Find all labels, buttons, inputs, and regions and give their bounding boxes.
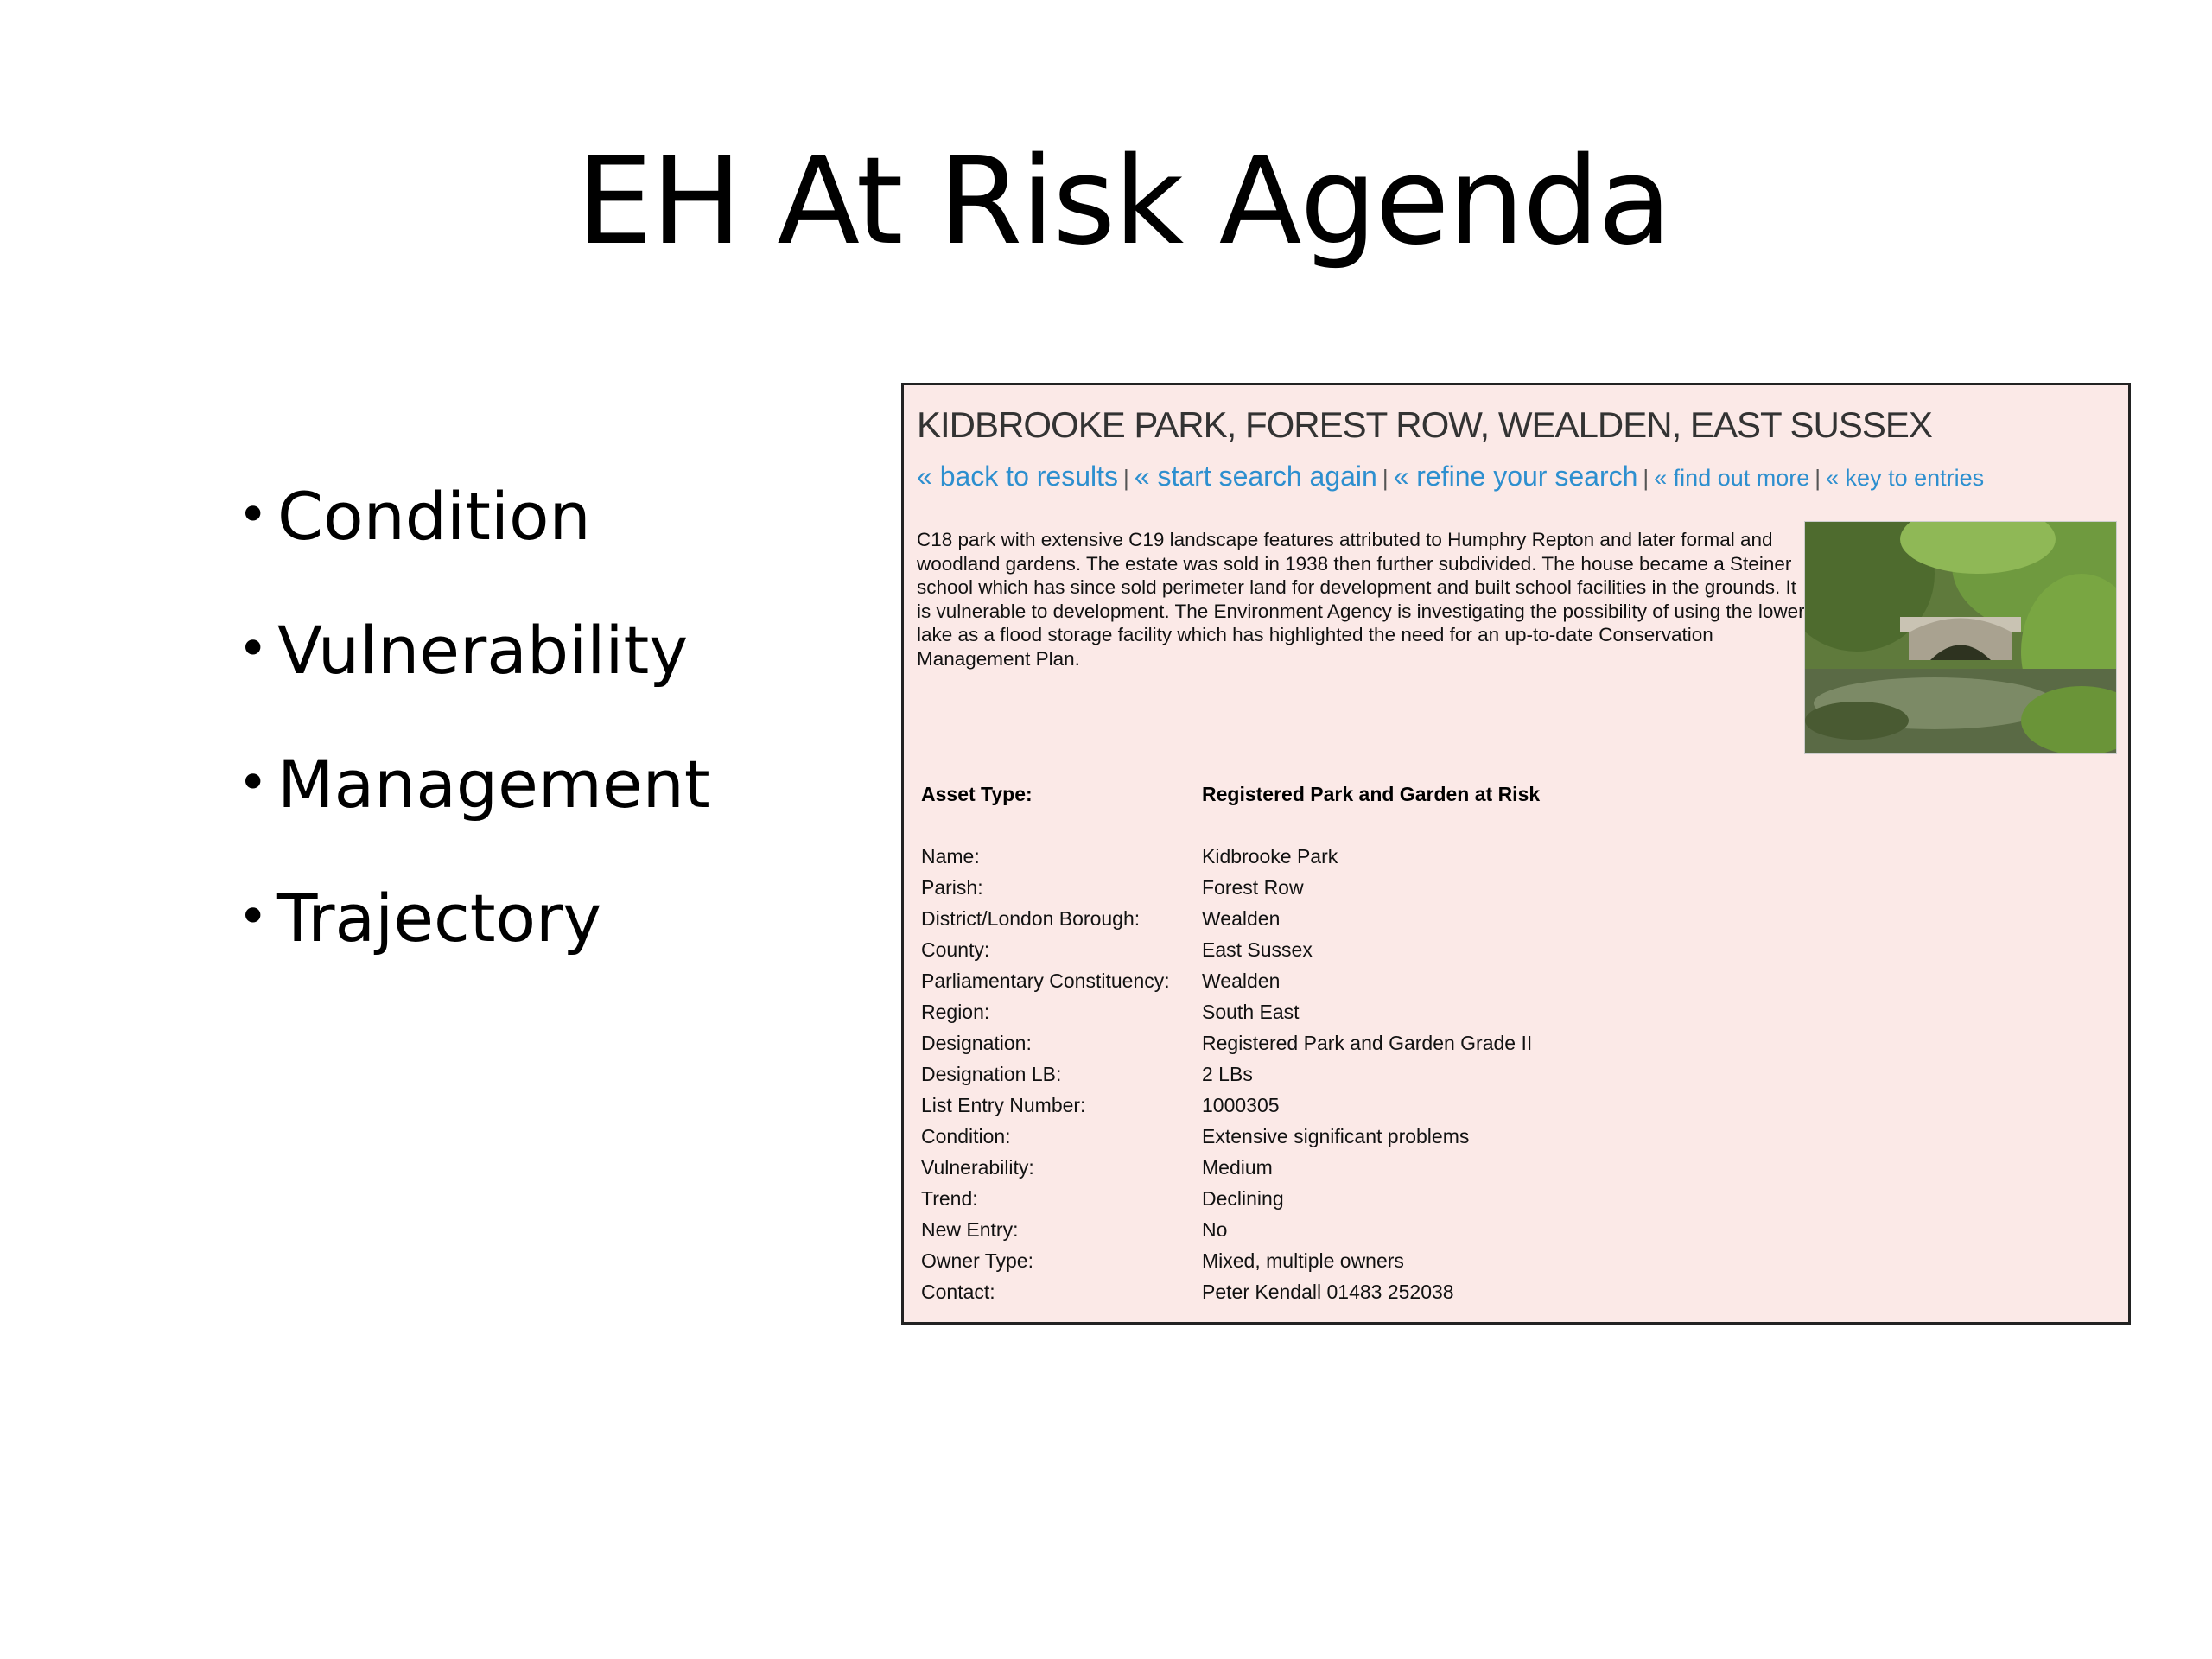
property-value: Declining [1202,1187,1284,1210]
property-row [921,876,1304,907]
property-value: Registered Park and Garden Grade II [1202,1032,1533,1054]
bullet-trajectory [238,880,710,1020]
bullet-label: Trajectory [277,880,602,957]
property-label: Owner Type: [921,1249,1033,1272]
bullet-condition [238,478,710,618]
property-value: 1000305 [1202,1094,1280,1116]
property-label: Contact: [921,1281,995,1303]
property-row [921,1187,1284,1218]
nav-separator: | [1382,465,1389,491]
find-out-more-link[interactable]: « find out more [1654,465,1810,491]
property-label: Region: [921,1001,990,1023]
park-photo [1804,521,2117,754]
property-label: County: [921,938,990,961]
bullet-marker: • [238,753,269,813]
property-row [921,907,1281,938]
property-label: List Entry Number: [921,1094,1086,1116]
property-label: Vulnerability: [921,1156,1034,1179]
property-value: East Sussex [1202,938,1313,961]
property-row [921,1001,1300,1032]
property-label: District/London Borough: [921,907,1141,930]
property-label: Parish: [921,876,983,899]
property-label: New Entry: [921,1218,1019,1241]
nav-separator: | [1815,465,1821,491]
bullet-management [238,746,710,886]
bullet-marker: • [238,619,269,679]
property-row [921,969,1281,1001]
property-value: Wealden [1202,907,1281,930]
bullet-label: Management [277,746,710,823]
at-risk-entry-panel [901,383,2131,1325]
property-label: Designation LB: [921,1063,1062,1085]
bullet-vulnerability [238,612,710,752]
property-label: Parliamentary Constituency: [921,969,1170,992]
entry-properties [921,845,1533,1312]
property-label: Condition: [921,1125,1011,1147]
property-row [921,1249,1404,1281]
property-label: Designation: [921,1032,1032,1054]
property-row [921,845,1338,876]
property-row [921,1218,1228,1249]
property-value: Forest Row [1202,876,1304,899]
asset-type-label: Asset Type: [921,783,1033,805]
bullet-label: Condition [277,478,591,555]
property-value: Extensive significant problems [1202,1125,1470,1147]
entry-description: C18 park with extensive C19 landscape features attributed to Humphry Repton and later formal and woodland gardens. The estate was sold in 1938 then further subdivided. The house became a Steiner school which has since sold perimeter land for development and built school facilities in the grounds. It is vulnerable to development. The Environment Agency is investigating the possibility of using the lower lake as a flood storage facility which has highlighted the need for an up-to-date Conservation Management Plan. [917,529,1805,670]
property-row [921,1063,1253,1094]
property-row [921,1281,1454,1312]
slide-title: EH At Risk Agenda [576,131,1670,272]
property-row [921,1032,1533,1063]
property-row [921,938,1313,969]
property-value: Peter Kendall 01483 252038 [1202,1281,1454,1303]
property-label: Trend: [921,1187,978,1210]
property-row [921,1156,1273,1187]
start-search-again-link[interactable]: « start search again [1134,461,1377,492]
nav-separator: | [1123,465,1129,491]
property-value: Kidbrooke Park [1202,845,1338,868]
entry-nav [917,461,1984,493]
asset-type-value: Registered Park and Garden at Risk [1202,783,1541,805]
property-row [921,1094,1280,1125]
property-value: 2 LBs [1202,1063,1253,1085]
property-value: Wealden [1202,969,1281,992]
property-row [921,1125,1470,1156]
entry-title: KIDBROOKE PARK, FOREST ROW, WEALDEN, EAST SUSSEX [917,404,1932,445]
bullet-marker: • [238,485,269,545]
key-to-entries-link[interactable]: « key to entries [1826,465,1985,491]
property-value: Mixed, multiple owners [1202,1249,1404,1272]
back-to-results-link[interactable]: « back to results [917,461,1118,492]
nav-separator: | [1643,465,1649,491]
refine-search-link[interactable]: « refine your search [1393,461,1638,492]
property-label: Name: [921,845,980,868]
property-value: Medium [1202,1156,1273,1179]
property-value: South East [1202,1001,1300,1023]
bullet-list [238,478,710,1020]
property-value: No [1202,1218,1228,1241]
asset-type-row [921,783,1541,806]
bullet-marker: • [238,887,269,947]
bullet-label: Vulnerability [277,612,689,689]
